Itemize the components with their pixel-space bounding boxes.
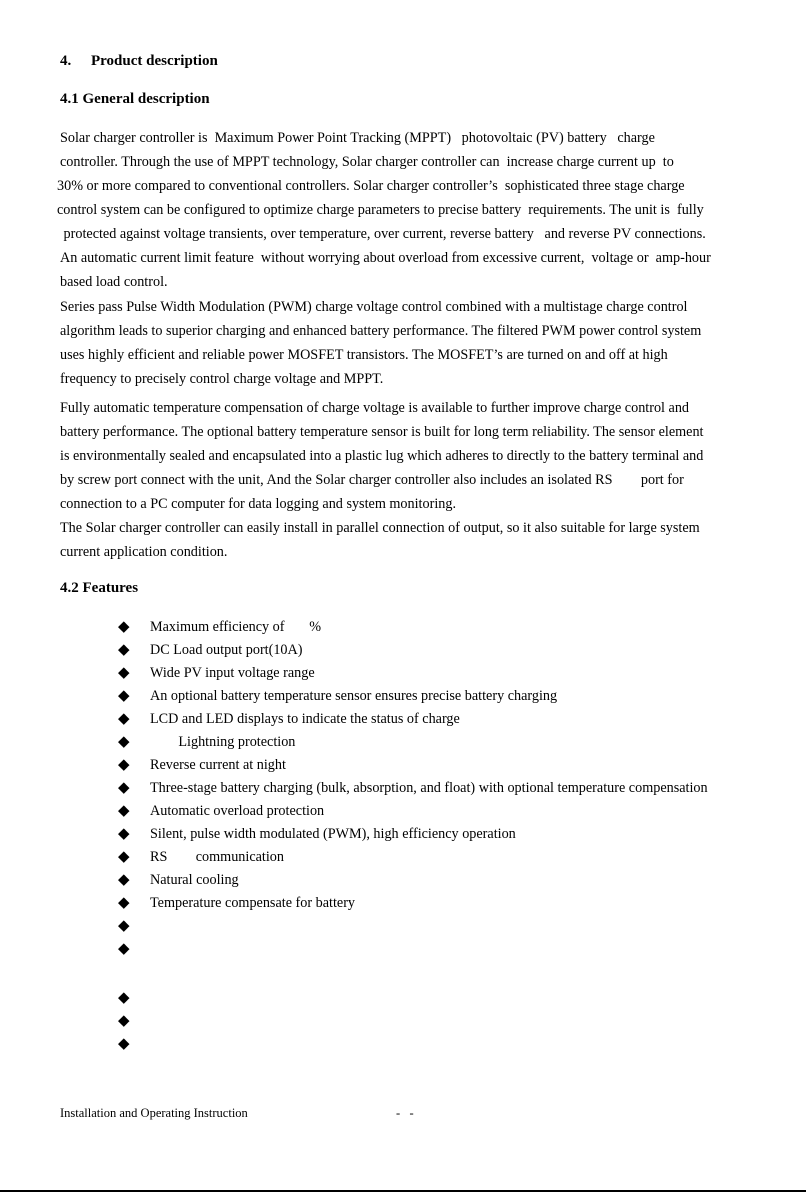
- diamond-bullet-icon: ◆: [118, 895, 130, 911]
- diamond-bullet-icon: ◆: [118, 711, 130, 727]
- diamond-bullet-icon: ◆: [118, 734, 130, 750]
- diamond-bullet-icon: ◆: [118, 780, 130, 796]
- paragraph-intro: [57, 126, 750, 294]
- diamond-bullet-icon: ◆: [118, 803, 130, 819]
- diamond-bullet-icon: ◆: [118, 941, 130, 957]
- footer-page-number: - -: [396, 1106, 414, 1120]
- paragraph-line: Fully automatic temperature compensation of charge voltage is available to further improve charge control and: [60, 400, 690, 416]
- diamond-bullet-icon: ◆: [118, 872, 130, 888]
- paragraph-line: frequency to precisely control charge voltage and MPPT.: [60, 371, 384, 387]
- paragraph-line: The Solar charger controller can easily install in parallel connection of output, so it also suitable for large system: [60, 520, 700, 536]
- paragraph-line: battery performance. The optional battery temperature sensor is built for long term reliability. The sensor element: [60, 424, 704, 440]
- paragraph-parallel: [60, 516, 750, 564]
- paragraph-line: protected against voltage transients, over temperature, over current, reverse battery and reverse PV connections.: [60, 226, 706, 242]
- paragraph-line: algorithm leads to superior charging and enhanced battery performance. The filtered PWM power control system: [60, 323, 702, 339]
- paragraph-line: by screw port connect with the unit, And the Solar charger controller also includes an isolated RS port for: [60, 472, 684, 488]
- footer-title: Installation and Operating Instruction: [60, 1106, 248, 1120]
- paragraph-line: uses highly efficient and reliable power MOSFET transistors. The MOSFET’s are turned on and off at high: [60, 347, 668, 363]
- paragraph-line: Solar charger controller is Maximum Power Point Tracking (MPPT) photovoltaic (PV) battery charge: [60, 130, 655, 146]
- paragraph-pwm: [60, 295, 750, 391]
- diamond-bullet-icon: ◆: [118, 688, 130, 704]
- section-number: 4.: [60, 53, 72, 69]
- diamond-bullet-icon: ◆: [118, 826, 130, 842]
- paragraph-temperature: [60, 396, 750, 516]
- paragraph-line: Series pass Pulse Width Modulation (PWM) charge voltage control combined with a multistage charge control: [60, 299, 688, 315]
- diamond-bullet-icon: ◆: [118, 849, 130, 865]
- paragraph-line: connection to a PC computer for data logging and system monitoring.: [60, 496, 456, 512]
- paragraph-line: controller. Through the use of MPPT technology, Solar charger controller can increase charge current up to: [60, 154, 674, 170]
- paragraph-line: based load control.: [60, 274, 168, 290]
- diamond-bullet-icon: ◆: [118, 757, 130, 773]
- paragraph-line: An automatic current limit feature without worrying about overload from excessive current, voltage or amp-hour: [60, 250, 711, 266]
- general-description-heading: 4.1 General description: [60, 91, 210, 107]
- paragraph-line: current application condition.: [60, 544, 228, 560]
- diamond-bullet-icon: ◆: [118, 1036, 130, 1052]
- section-title: Product description: [91, 53, 218, 69]
- diamond-bullet-icon: ◆: [118, 1013, 130, 1029]
- document-page: 4. Product description 4.1 General description Solar charger controller is Maximum Power Point Tracking (MPPT) photovoltaic (PV) battery charge controller. Through the use of MPPT technology, Solar charger controller can increase charge current up to 30% or more compared to conventional controllers. Solar charger controller’s sophisticated three stage charge control system can be configured to optimize charge parameters to precise battery requirements. The unit is fully protected against voltage transients, over temperature, over current, reverse battery and reverse PV connections. An automatic current limit feature without worrying about overload from excessive current, voltage or amp-hour based load control. Series pass Pulse Width Modulation (PWM) charge voltage control combined with a multistage charge control algorithm leads to superior charging and enhanced battery performance. The filtered PWM power control system uses highly efficient and reliable power MOSFET transistors. The MOSFET’s are turned on and off at high frequency to precisely control charge voltage and MPPT. Fully automatic temperature compensation of charge voltage is available to further improve charge control and battery performance. The optional battery temperature sensor is built for long term reliability. The sensor element is environmentally sealed and encapsulated into a plastic lug which adheres to directly to the battery terminal and by screw port connect with the unit, And the Solar charger controller also includes an isolated RS port for connection to a PC computer for data logging and system monitoring. The Solar charger controller can easily install in parallel connection of output, so it also suitable for large system current application condition. 4.2 Features ◆ Maximum efficiency of % ◆ DC Load output port(10A) ◆ Wide PV input voltage range ◆ An optional battery temperature sensor ensures precise battery charging ◆ LCD and LED displays to indicate the status of charge ◆ Lightning protection ◆ Reverse current at night ◆ Three-stage battery charging (bulk, absorption, and float) with optional temperature compensation ◆ Automatic overload protection ◆ Silent, pulse width modulated (PWM), high efficiency operation ◆ RS communication ◆ Natural cooling ◆ Temperature compensate for battery ◆ ◆ ◆ ◆ ◆ Installation and Operating Instruction - -: [0, 0, 806, 1192]
- features-heading: 4.2 Features: [60, 580, 139, 596]
- diamond-bullet-icon: ◆: [118, 619, 130, 635]
- diamond-bullet-icon: ◆: [118, 918, 130, 934]
- paragraph-line: control system can be configured to optimize charge parameters to precise battery requirements. The unit is fully: [57, 202, 704, 218]
- paragraph-line: is environmentally sealed and encapsulated into a plastic lug which adheres to directly to the battery terminal and: [60, 448, 704, 464]
- diamond-bullet-icon: ◆: [118, 642, 130, 658]
- section-heading: [60, 53, 218, 70]
- diamond-bullet-icon: ◆: [118, 665, 130, 681]
- paragraph-line: 30% or more compared to conventional controllers. Solar charger controller’s sophisticated three stage charge: [57, 178, 685, 194]
- diamond-bullet-icon: ◆: [118, 990, 130, 1006]
